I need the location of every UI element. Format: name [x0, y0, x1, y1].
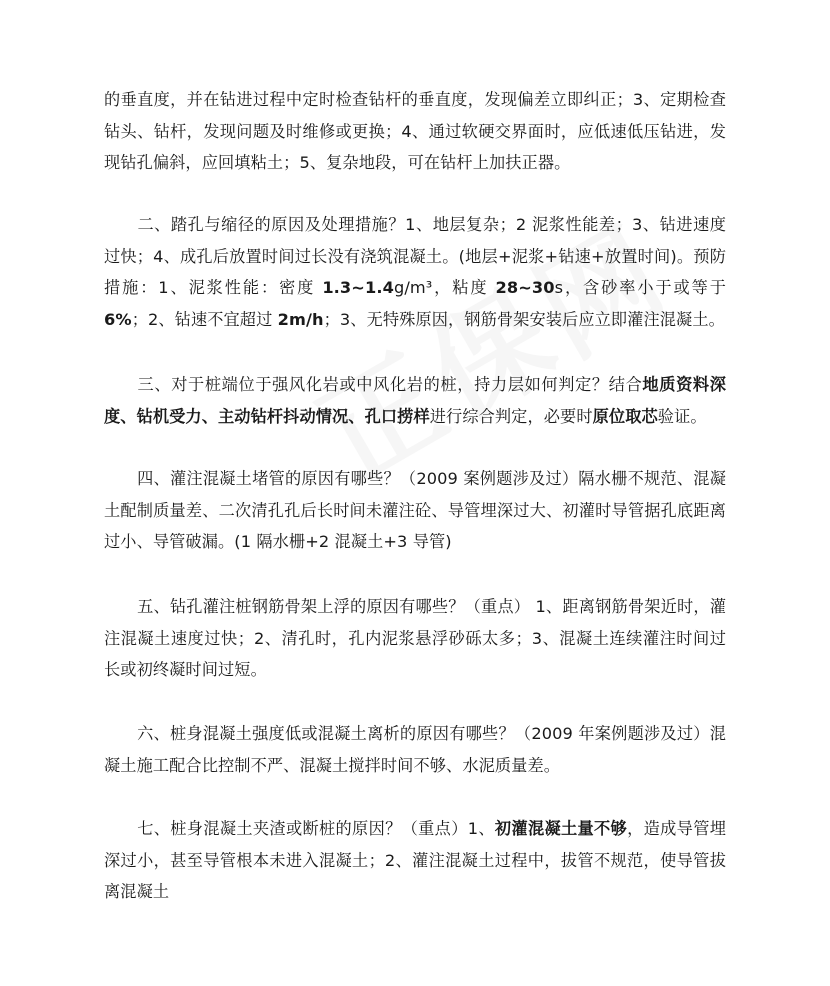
text: 验证。 — [657, 406, 707, 426]
paragraph-cage-floating — [104, 591, 726, 686]
paragraph-pipe-blockage — [104, 463, 726, 558]
paragraph-collapse-and-necking — [104, 209, 726, 335]
paragraph-continued — [104, 84, 726, 179]
text: 五、钻孔灌注桩钢筋骨架上浮的原因有哪些？（重点） 1、距离钢筋骨架近时，灌注混凝土速度过快；2、清孔时，孔内泥浆悬浮砂砾太多；3、混凝土连续灌注时间过长或初终凝时间过短。 — [104, 597, 726, 679]
bold-initial-pour: 初灌混凝土量不够 — [494, 819, 628, 838]
text: s，含砂率小于或等于 — [554, 278, 727, 297]
text: ；3、无特殊原因，钢筋骨架安装后应立即灌注混凝土。 — [323, 309, 725, 329]
text: 六、桩身混凝土强度低或混凝土离析的原因有哪些？（2009 年案例题涉及过）混凝土施工配合比控制不严、混凝土搅拌时间不够、水泥质量差。 — [104, 724, 726, 775]
text: 四、灌注混凝土堵管的原因有哪些？（2009 案例题涉及过）隔水栅不规范、混凝土配制质量差、二次清孔孔后长时间未灌注砼、导管埋深过大、初灌时导管据孔底距离过小、导管破漏。(1 隔水栅+2 混凝土+3 导管) — [104, 469, 726, 551]
text: 七、桩身混凝土夹渣或断桩的原因？（重点）1、 — [137, 819, 495, 838]
text: g/m³，粘度 — [393, 278, 496, 297]
sand-content-value: 6% — [104, 309, 132, 329]
viscosity-value: 28~30 — [495, 278, 555, 297]
paragraph-low-strength — [104, 718, 726, 781]
drill-speed-value: 2m/h — [277, 309, 324, 329]
text: 三、对于桩端位于强风化岩或中风化岩的桩，持力层如何判定？结合 — [137, 375, 643, 394]
text: 的垂直度，并在钻进过程中定时检查钻杆的垂直度，发现偏差立即纠正；3、定期检查钻头、钻杆，发现问题及时维修或更换；4、通过软硬交界面时，应低速低压钻进，发现钻孔偏斜，应回填粘土；5、复杂地段，可在钻杆上加扶正器。 — [104, 90, 726, 172]
text: ，造成导管埋深过小，甚至导管根本未进入混凝土；2、灌注混凝土过程中，拔管不规范，使导管拔离混凝土 — [104, 819, 727, 901]
text: ；2、钻速不宜超过 — [131, 309, 278, 329]
density-value: 1.3~1.4 — [322, 278, 394, 297]
bold-criteria: 地质资料深度、钻机受力、主动钻杆抖动情况、孔口捞样 — [104, 375, 727, 426]
paragraph-bearing-layer — [104, 369, 726, 432]
text: 进行综合判定，必要时 — [429, 406, 593, 426]
text: 二、踏孔与缩径的原因及处理措施？1、地层复杂；2 泥浆性能差；3、钻进速度过快；4、成孔后放置时间过长没有浇筑混凝土。(地层+泥浆+钻速+放置时间)。预防措施：1、泥浆性能：密度 — [104, 215, 726, 297]
bold-coring: 原位取芯 — [592, 406, 658, 426]
paragraph-broken-pile — [104, 813, 726, 908]
